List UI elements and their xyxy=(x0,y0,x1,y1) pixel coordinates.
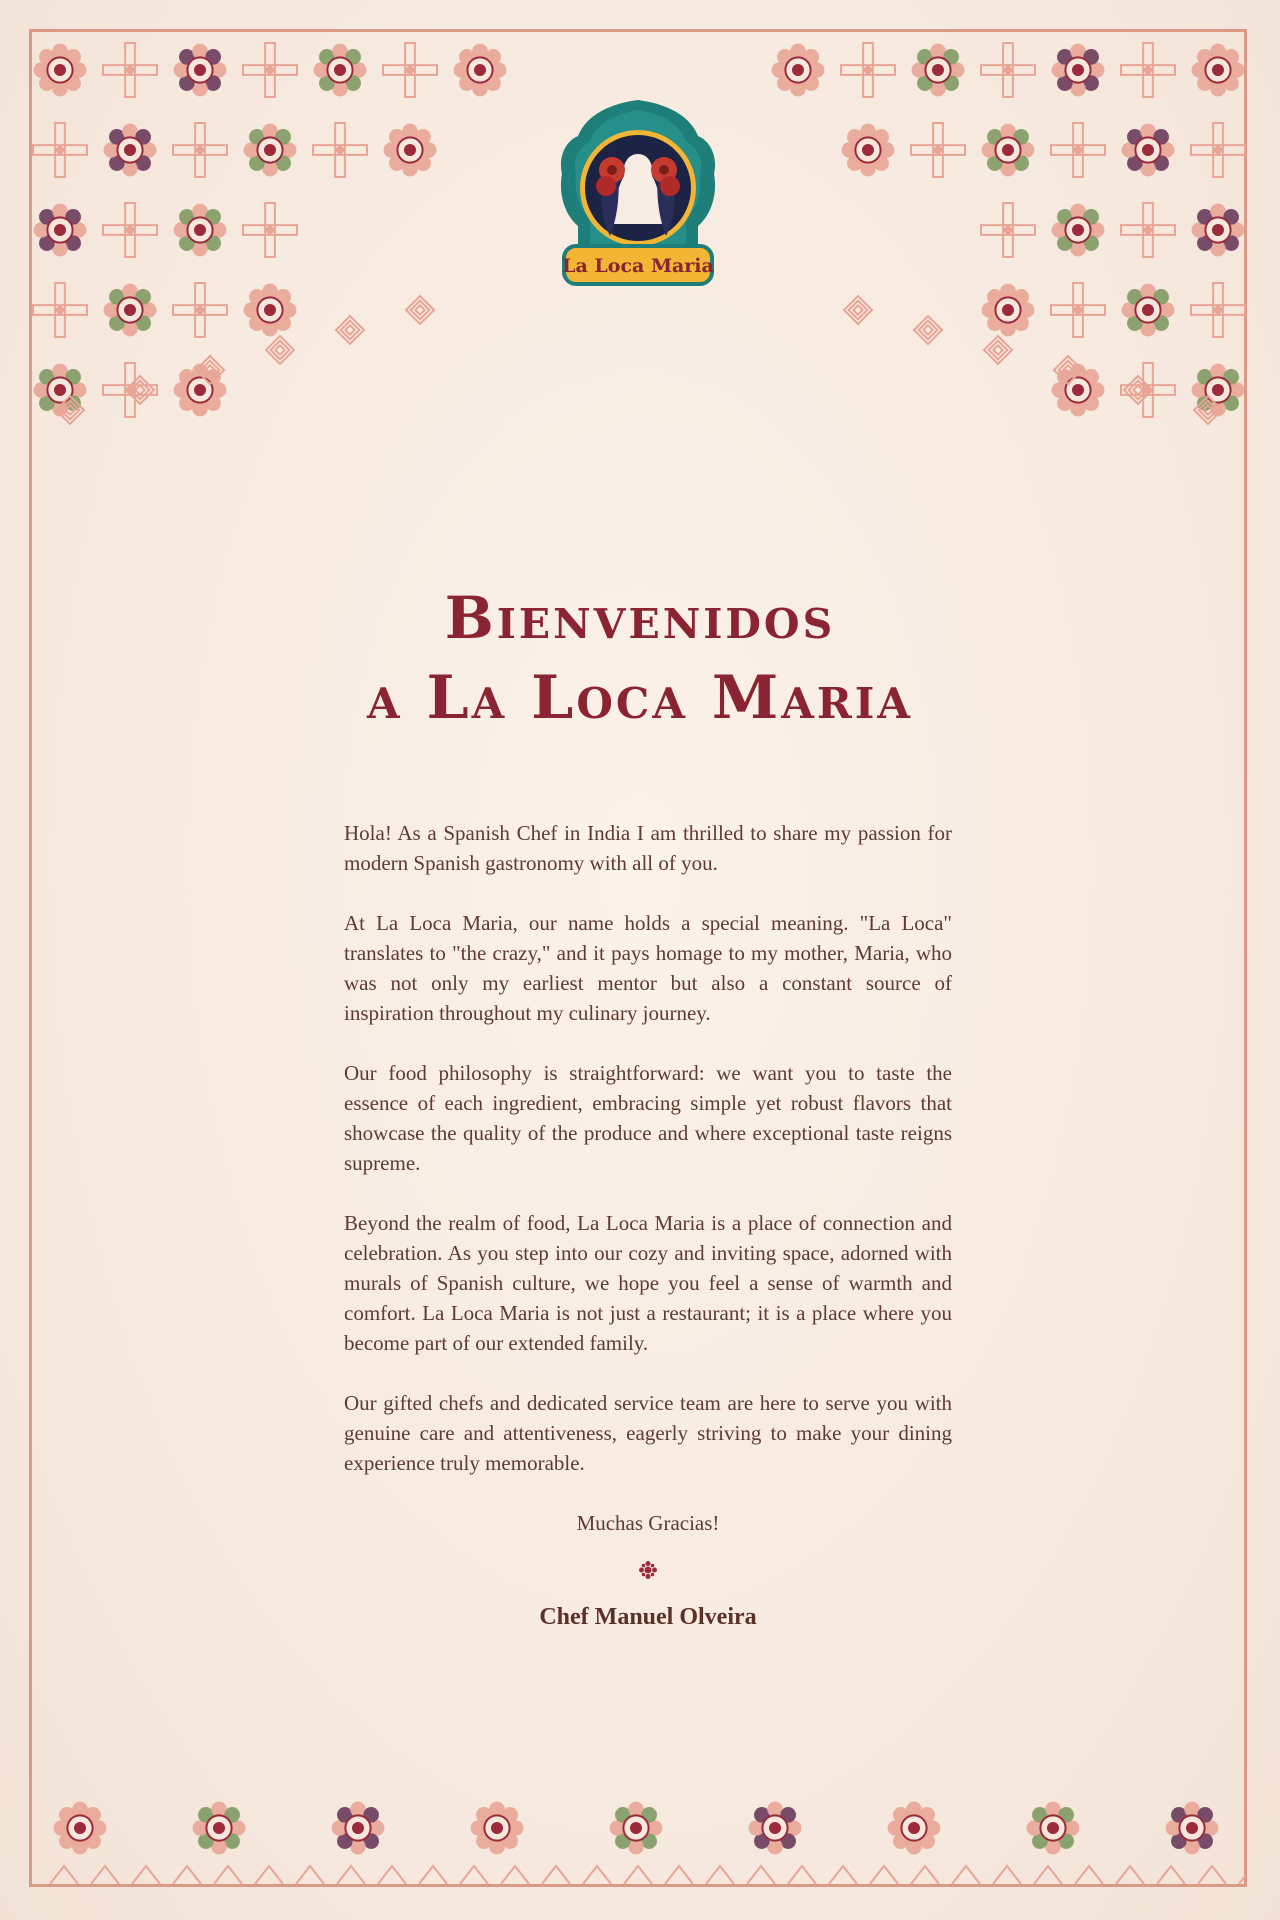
la-loca-maria-logo-icon xyxy=(548,96,728,296)
tile-pattern-bottom xyxy=(30,1780,1246,1886)
logo-brand-text: La Loca Maria xyxy=(562,255,714,277)
restaurant-logo xyxy=(548,96,728,296)
page-title xyxy=(240,580,1040,740)
title-line-2: a La Loca Maria xyxy=(367,663,913,733)
welcome-letter xyxy=(344,818,952,1632)
paragraph-4: Beyond the realm of food, La Loca Maria is a place of connection and celebration. As you step into our cozy and inviting space, adorned with murals of Spanish culture, we hope you feel a sense of warmth and comfort. La Loca Maria is not just a restaurant; it is a place where you become part of our extended family. xyxy=(344,1211,952,1355)
paragraph-3: Our food philosophy is straightforward: we want you to taste the essence of each ingredient, embracing simple yet robust flavors that showcase the quality of the produce and where exceptional taste reigns supreme. xyxy=(344,1061,952,1175)
paragraph-5: Our gifted chefs and dedicated service team are here to serve you with genuine care and attentiveness, eagerly striving to make your dining experience truly memorable. xyxy=(344,1391,952,1475)
flower-divider-icon xyxy=(638,1560,658,1580)
tile-pattern-top-left xyxy=(30,30,520,460)
chef-signature: Chef Manuel Olveira xyxy=(539,1604,757,1630)
tile-pattern-top-right xyxy=(758,30,1248,460)
closing-text: Muchas Gracias! xyxy=(576,1511,720,1535)
title-line-1: Bienvenidos xyxy=(444,584,836,652)
paragraph-1: Hola! As a Spanish Chef in India I am thrilled to share my passion for modern Spanish gastronomy with all of you. xyxy=(344,821,952,875)
paragraph-2: At La Loca Maria, our name holds a special meaning. "La Loca" translates to "the crazy," and it pays homage to my mother, Maria, who was not only my earliest mentor but also a constant source of inspiration throughout my culinary journey. xyxy=(344,911,952,1025)
